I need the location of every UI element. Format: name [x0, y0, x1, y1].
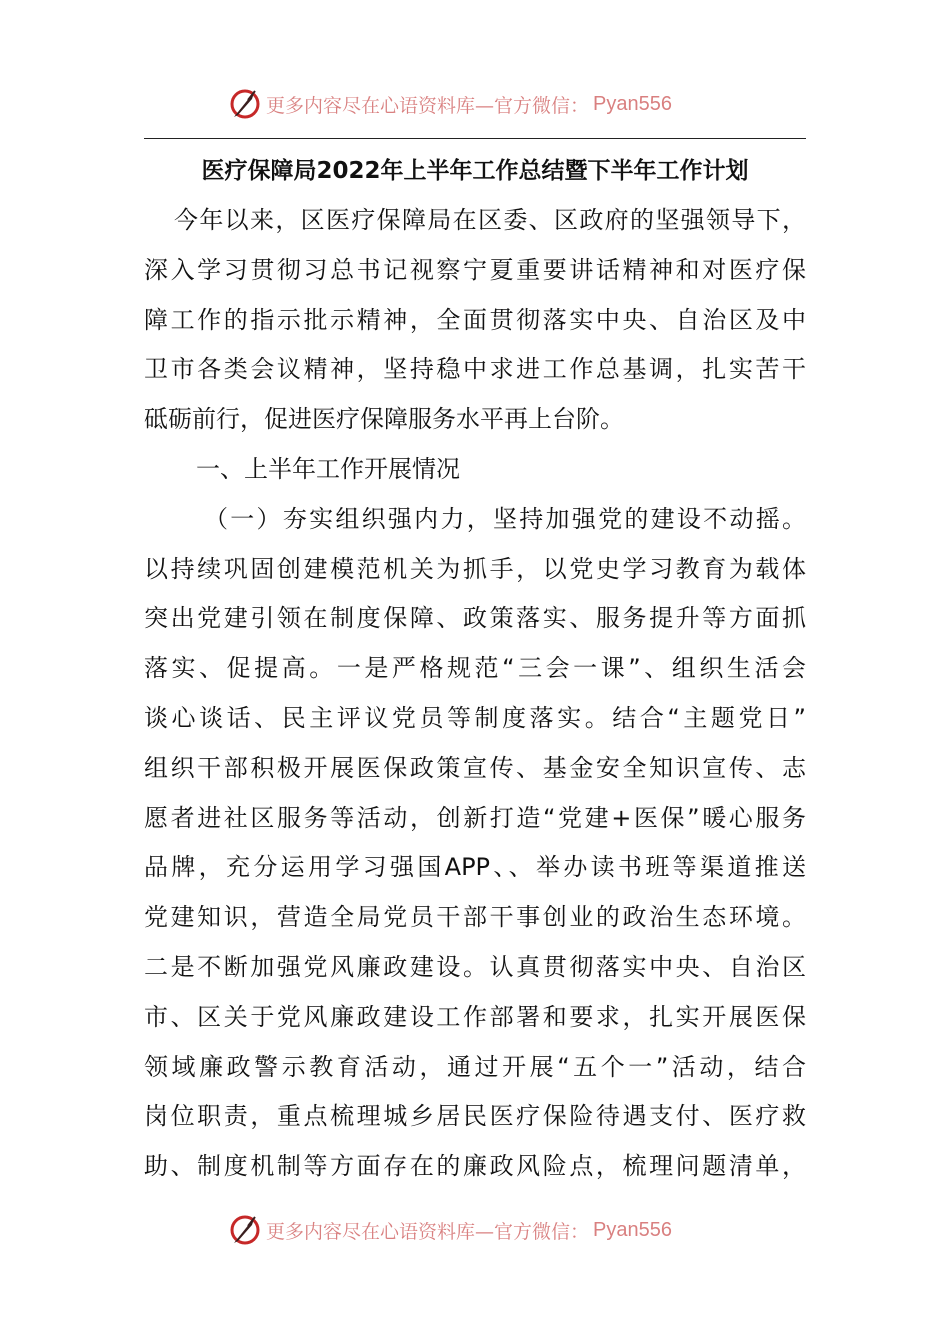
watermark-brand: 更多内容尽在心语资料库—官方微信： — [266, 94, 590, 117]
text-line: 组织干部积极开展医保政策宣传、基金安全知识宣传、志 — [144, 753, 806, 782]
header-divider — [144, 138, 806, 139]
text-line: 品牌，充分运用学习强国APP、、举办读书班等渠道推送 — [144, 853, 806, 882]
watermark-footer — [228, 1212, 748, 1248]
text-line: 以持续巩固创建模范机关为抓手，以党史学习教育为载体 — [144, 554, 806, 583]
text-line: 落实、促提高。一是严格规范“三会一课”、组织生活会 — [144, 654, 806, 683]
text-line: 谈心谈话、民主评议党员等制度落实。结合“主题党日” — [144, 703, 806, 732]
text-line: 助、制度机制等方面存在的廉政风险点，梳理问题清单， — [144, 1152, 806, 1181]
quill-logo-icon — [228, 87, 262, 121]
subsection-heading: （一）夯实组织强内力，坚持加强党的建设不动摇。 — [204, 504, 806, 533]
text-line: 党建知识，营造全局党员干部干事创业的政治生态环境。 — [144, 903, 806, 932]
watermark-header — [228, 86, 748, 122]
document-title: 医疗保障局2022年上半年工作总结暨下半年工作计划 — [201, 158, 749, 184]
watermark-handle: Pyan556 — [593, 92, 672, 115]
document-body — [144, 196, 806, 1192]
text-line: 深入学习贯彻习总书记视察宁夏重要讲话精神和对医疗保 — [144, 255, 806, 284]
text-line: 愿者进社区服务等活动，创新打造“党建+医保”暖心服务 — [144, 803, 806, 832]
text-line: 岗位职责，重点梳理城乡居民医疗保险待遇支付、医疗救 — [144, 1102, 806, 1131]
watermark-handle: Pyan556 — [593, 1218, 672, 1241]
text-line: 砥砺前行，促进医疗保障服务水平再上台阶。 — [144, 405, 624, 434]
text-line: 卫市各类会议精神，坚持稳中求进工作总基调，扎实苦干 — [144, 355, 806, 384]
text-line: 今年以来，区医疗保障局在区委、区政府的坚强领导下， — [174, 206, 806, 234]
section-heading: 一、上半年工作开展情况 — [196, 454, 460, 483]
quill-logo-icon — [228, 1213, 262, 1247]
text-line: 领域廉政警示教育活动，通过开展“五个一”活动，结合 — [144, 1052, 806, 1081]
text-line: 障工作的指示批示精神，全面贯彻落实中央、自治区及中 — [144, 305, 806, 334]
text-line: 突出党建引领在制度保障、政策落实、服务提升等方面抓 — [144, 604, 806, 633]
text-line: 市、区关于党风廉政建设工作部署和要求，扎实开展医保 — [144, 1002, 806, 1031]
text-line: 二是不断加强党风廉政建设。认真贯彻落实中央、自治区 — [144, 952, 806, 981]
watermark-brand: 更多内容尽在心语资料库—官方微信： — [266, 1220, 590, 1243]
